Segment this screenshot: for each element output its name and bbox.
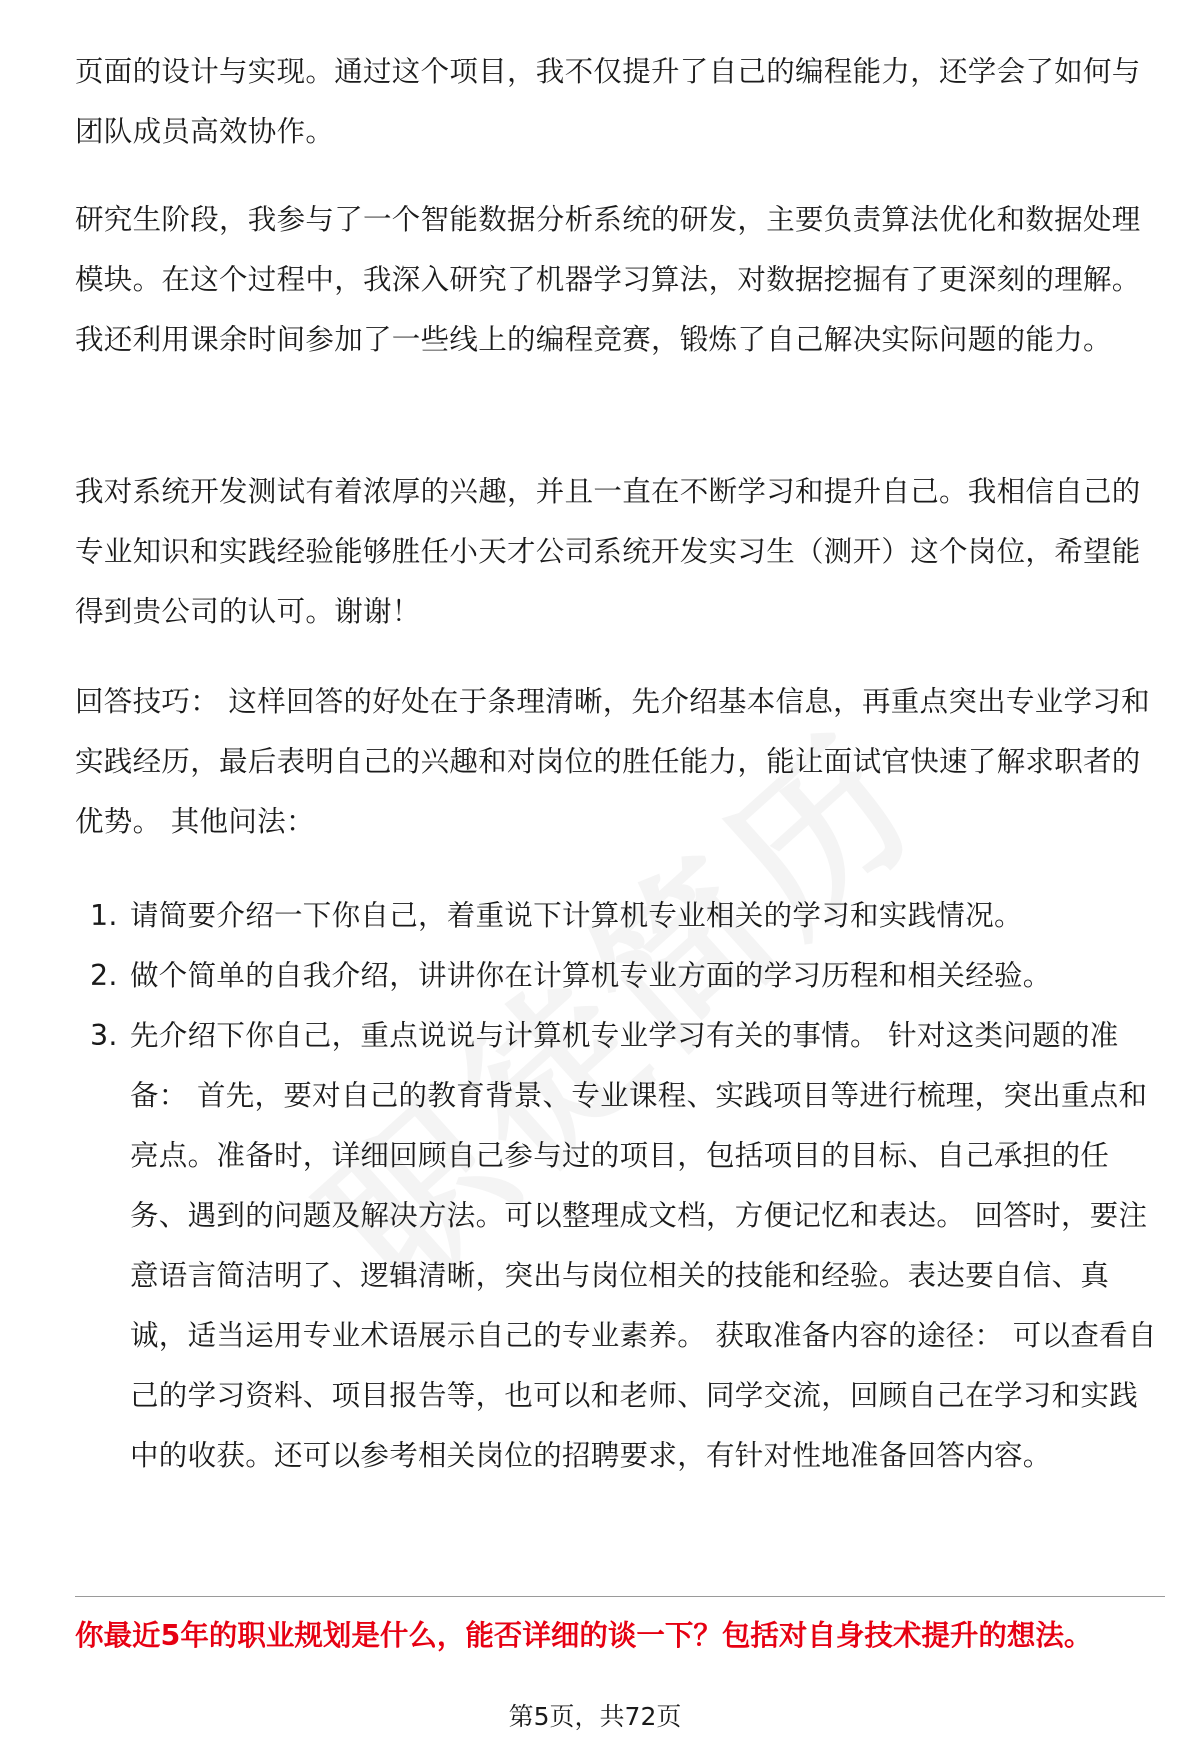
list-item-text: 先介绍下你自己，重点说说与计算机专业学习有关的事情。 针对这类问题的准备： 首先，要对自己的教育背景、专业课程、实践项目等进行梳理，突出重点和亮点。准备时，详细回顾自己参与过的项目，包括项目的目标、自己承担的任务、遇到的问题及解决方法。可以整理成文档，方便记忆和表达。 回答时，要注意语言简洁明了、逻辑清晰，突出与岗位相关的技能和经验。表达要自信、真诚，适当运用专业术语展示自己的专业素养。 获取准备内容的途径： 可以查看自己的学习资料、项目报告等，也可以和老师、同学交流，回顾自己在学习和实践中的收获。还可以参考相关岗位的招聘要求，有针对性地准备回答内容。	[130, 1019, 1157, 1472]
document-page	[75, 0, 1165, 1755]
list-item	[75, 1006, 1165, 1486]
list-item-number: 2.	[90, 959, 118, 992]
section-divider	[75, 1596, 1165, 1597]
list-item-number: 3.	[90, 1019, 118, 1052]
list-item-text: 做个简单的自我介绍，讲讲你在计算机专业方面的学习历程和相关经验。	[130, 959, 1052, 992]
page-number: 第5页，共72页	[508, 1702, 682, 1731]
list-item-text: 请简要介绍一下你自己，着重说下计算机专业相关的学习和实践情况。	[130, 899, 1023, 932]
paragraph-interest: 我对系统开发测试有着浓厚的兴趣，并且一直在不断学习和提升自己。我相信自己的专业知识和实践经验能够胜任小天才公司系统开发实习生（测开）这个岗位，希望能得到贵公司的认可。谢谢！	[75, 475, 1141, 628]
list-item-number: 1.	[90, 899, 118, 932]
list-item	[75, 946, 1165, 1006]
paragraph-graduate-stage: 研究生阶段，我参与了一个智能数据分析系统的研发，主要负责算法优化和数据处理模块。在这个过程中，我深入研究了机器学习算法，对数据挖掘有了更深刻的理解。我还利用课余时间参加了一些线上的编程竞赛，锻炼了自己解决实际问题的能力。	[75, 203, 1141, 356]
alternative-questions-list	[75, 886, 1165, 1486]
list-item	[75, 886, 1165, 946]
paragraph-project-intro: 页面的设计与实现。通过这个项目，我不仅提升了自己的编程能力，还学会了如何与团队成员高效协作。	[75, 55, 1141, 148]
paragraph-answer-tips: 回答技巧： 这样回答的好处在于条理清晰，先介绍基本信息，再重点突出专业学习和实践经历，最后表明自己的兴趣和对岗位的胜任能力，能让面试官快速了解求职者的优势。 其他问法：	[75, 685, 1150, 838]
next-question-heading: 你最近5年的职业规划是什么，能否详细的谈一下？包括对自身技术提升的想法。	[75, 1619, 1093, 1652]
